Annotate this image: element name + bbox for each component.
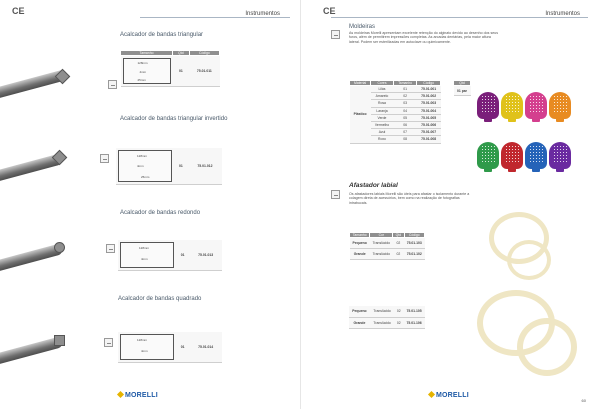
retractor-image [517, 318, 577, 376]
qty-table: Qtd 01 par [453, 80, 471, 96]
table-row: Verde 05 75.01.005 [350, 114, 441, 121]
brand-logo: MORELLI [118, 392, 158, 399]
qty-cell: 01 [174, 148, 188, 185]
code-cell: 75.01.011 [189, 56, 219, 87]
right-page [300, 0, 600, 409]
table-row: Grande Translúcido 02 75.01.102 [350, 249, 425, 260]
brand-logo: MORELLI [429, 392, 469, 399]
steriliza-icon [108, 80, 117, 89]
section-description: Os afastadores labiais Morelli são úteis para afastar o isolamento durante a colagem direta de acessórios, bem como na realização de fotografias intrabucais. [349, 192, 470, 205]
steriliza-icon [104, 338, 113, 347]
instrument-tip [54, 335, 65, 346]
section-title: Acalcador de bandas triangular invertido [120, 116, 228, 122]
product-table: Tamanho Qtd Código 128mm 4mm 25mm 01 75.01.011 [120, 50, 220, 87]
moldeiras-table: Material Cores Tamanho Código Plástico Lilás 01 75.01.001 Amarelo 02 75.01.002 Rosa 03 75.01.003 Laranja 04 75.01.004 Verde 05 75.01.005 Vermelho 06 75.01.006 Azul 07 75.01.007 Roxo 08 75.01.008 [349, 80, 441, 144]
section-title: Acalcador de bandas triangular [120, 32, 204, 38]
dimension-drawing: 128mm 4mm 25mm [123, 58, 171, 84]
table-row: Azul 07 75.01.007 [350, 129, 441, 136]
table-row: Grande Translúcido 02 75.01.106 [349, 317, 425, 328]
table-row: Rosa 03 75.01.003 [350, 100, 441, 107]
tray-pink [525, 92, 547, 119]
steriliza-icon [100, 154, 109, 163]
section-title: Acalcador de bandas quadrado [118, 296, 202, 302]
tray-blue [525, 142, 547, 169]
header-rule [331, 17, 588, 18]
dimension-drawing: 128mm 4mm [120, 242, 174, 268]
qty-cell: 01 [176, 240, 189, 271]
ce-mark: CE [12, 6, 25, 16]
table-row: Plástico Lilás 01 75.01.001 [350, 86, 441, 93]
afastador-table-a: Tamanho Cor Qtd Código Pequeno Translúcido 02 75.01.103 Grande Translúcido 02 75.01.102 [349, 232, 425, 260]
dimension-drawing: 128mm 4mm [120, 334, 174, 360]
code-cell: 75.01.014 [189, 332, 222, 363]
tray-red [501, 142, 523, 169]
tray-yellow [501, 92, 523, 119]
steriliza-icon [331, 190, 340, 199]
category-label: Instrumentos [545, 11, 580, 17]
page-number: 60 [581, 398, 586, 403]
tray-purple [549, 142, 571, 169]
steriliza-icon [106, 244, 115, 253]
table-row: Amarelo 02 75.01.002 [350, 93, 441, 100]
table-row: Roxo 08 75.01.008 [350, 136, 441, 143]
code-cell: 75.01.012 [188, 148, 222, 185]
table-row: Vermelho 06 75.01.006 [350, 121, 441, 128]
header-rule [140, 17, 290, 18]
table-row: Pequeno Translúcido 02 75.01.105 [349, 306, 425, 317]
ce-mark: CE [323, 6, 336, 16]
category-label: Instrumentos [245, 11, 280, 17]
tray-lilac [477, 92, 499, 119]
table-row: Laranja 04 75.01.004 [350, 107, 441, 114]
section-title: Afastador labial [349, 182, 398, 189]
product-table [118, 240, 222, 271]
code-cell: 75.01.013 [189, 240, 222, 271]
tray-orange [549, 92, 571, 119]
table-row: Pequeno Translúcido 02 75.01.103 [350, 238, 425, 249]
section-description: As moldeiras Morelli apresentam excelente retenção do alginato devido ao desenho dos seus furos, além de permitirem impressões completas. As arcadas dentárias, pela maior altura lateral. Podem ser esterilizadas em autoclave ou quimicamente. [349, 31, 499, 44]
qty-cell: 01 [176, 332, 189, 363]
section-title: Acalcador de bandas redondo [120, 210, 201, 216]
qty-cell: 01 par [454, 86, 471, 96]
retractor-image [507, 240, 551, 280]
qty-cell: 01 [173, 56, 190, 87]
dimension-drawing: 128mm 4mm 25mm [118, 150, 172, 182]
steriliza-icon [331, 30, 340, 39]
section-title: Moldeiras [349, 24, 376, 30]
afastador-table-b [349, 306, 425, 329]
product-table [116, 148, 222, 185]
product-table [118, 332, 222, 363]
material-cell: Plástico [350, 86, 371, 144]
tray-green [477, 142, 499, 169]
